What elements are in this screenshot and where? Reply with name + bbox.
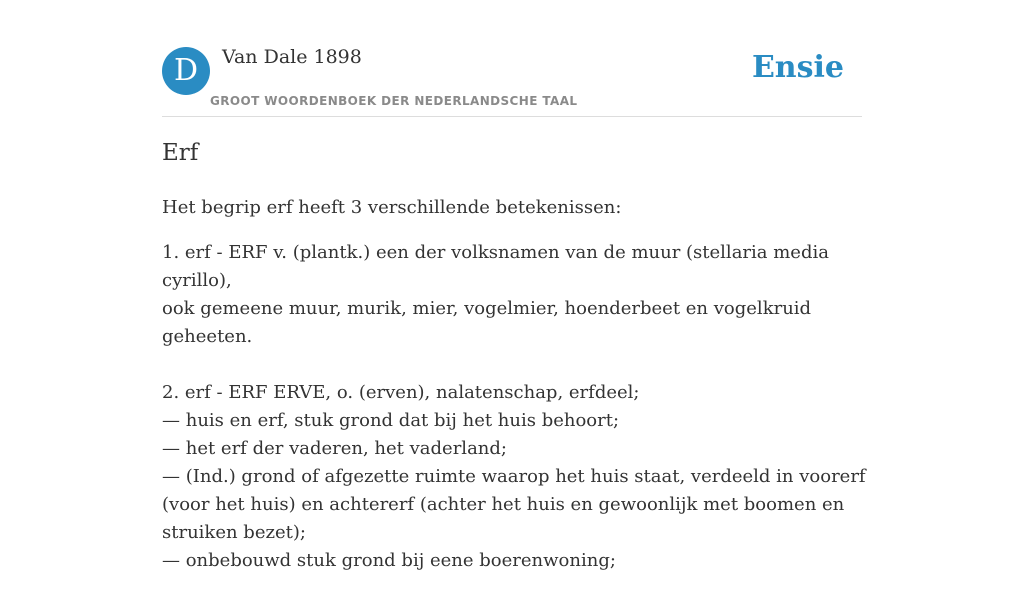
meaning-1 (162, 239, 867, 351)
meaning-line: (voor het huis) en achtererf (achter het huis en gewoonlijk met boomen en (162, 494, 845, 515)
source-subtitle: GROOT WOORDENBOEK DER NEDERLANDSCHE TAAL (210, 94, 578, 108)
source-title[interactable]: Van Dale 1898 (222, 46, 362, 68)
meaning-line: — huis en erf, stuk grond dat bij het huis behoort; (162, 410, 620, 431)
ensie-logo[interactable]: Ensie (751, 50, 844, 85)
meaning-line: 2. erf - ERF ERVE, o. (erven), nalatenschap, erfdeel; (162, 382, 640, 403)
source-avatar[interactable]: D (162, 47, 210, 95)
meaning-line: — (Ind.) grond of afgezette ruimte waarop het huis staat, verdeeld in voorerf (162, 466, 866, 487)
meanings-list (162, 239, 867, 603)
entry-term: Erf (162, 140, 199, 166)
meaning-line: ook gemeene muur, murik, mier, vogelmier, hoenderbeet en vogelkruid geheeten. (162, 298, 812, 347)
meaning-line: 1. erf - ERF v. (plantk.) een der volksnamen van de muur (stellaria media cyrillo), (162, 242, 829, 291)
entry-intro: Het begrip erf heeft 3 verschillende betekenissen: (162, 197, 622, 218)
meaning-line: — onbebouwd stuk grond bij eene boerenwoning; (162, 550, 616, 571)
meaning-2 (162, 379, 867, 575)
meaning-line: struiken bezet); (162, 522, 306, 543)
meaning-line: — het erf der vaderen, het vaderland; (162, 438, 507, 459)
source-header (162, 46, 862, 117)
